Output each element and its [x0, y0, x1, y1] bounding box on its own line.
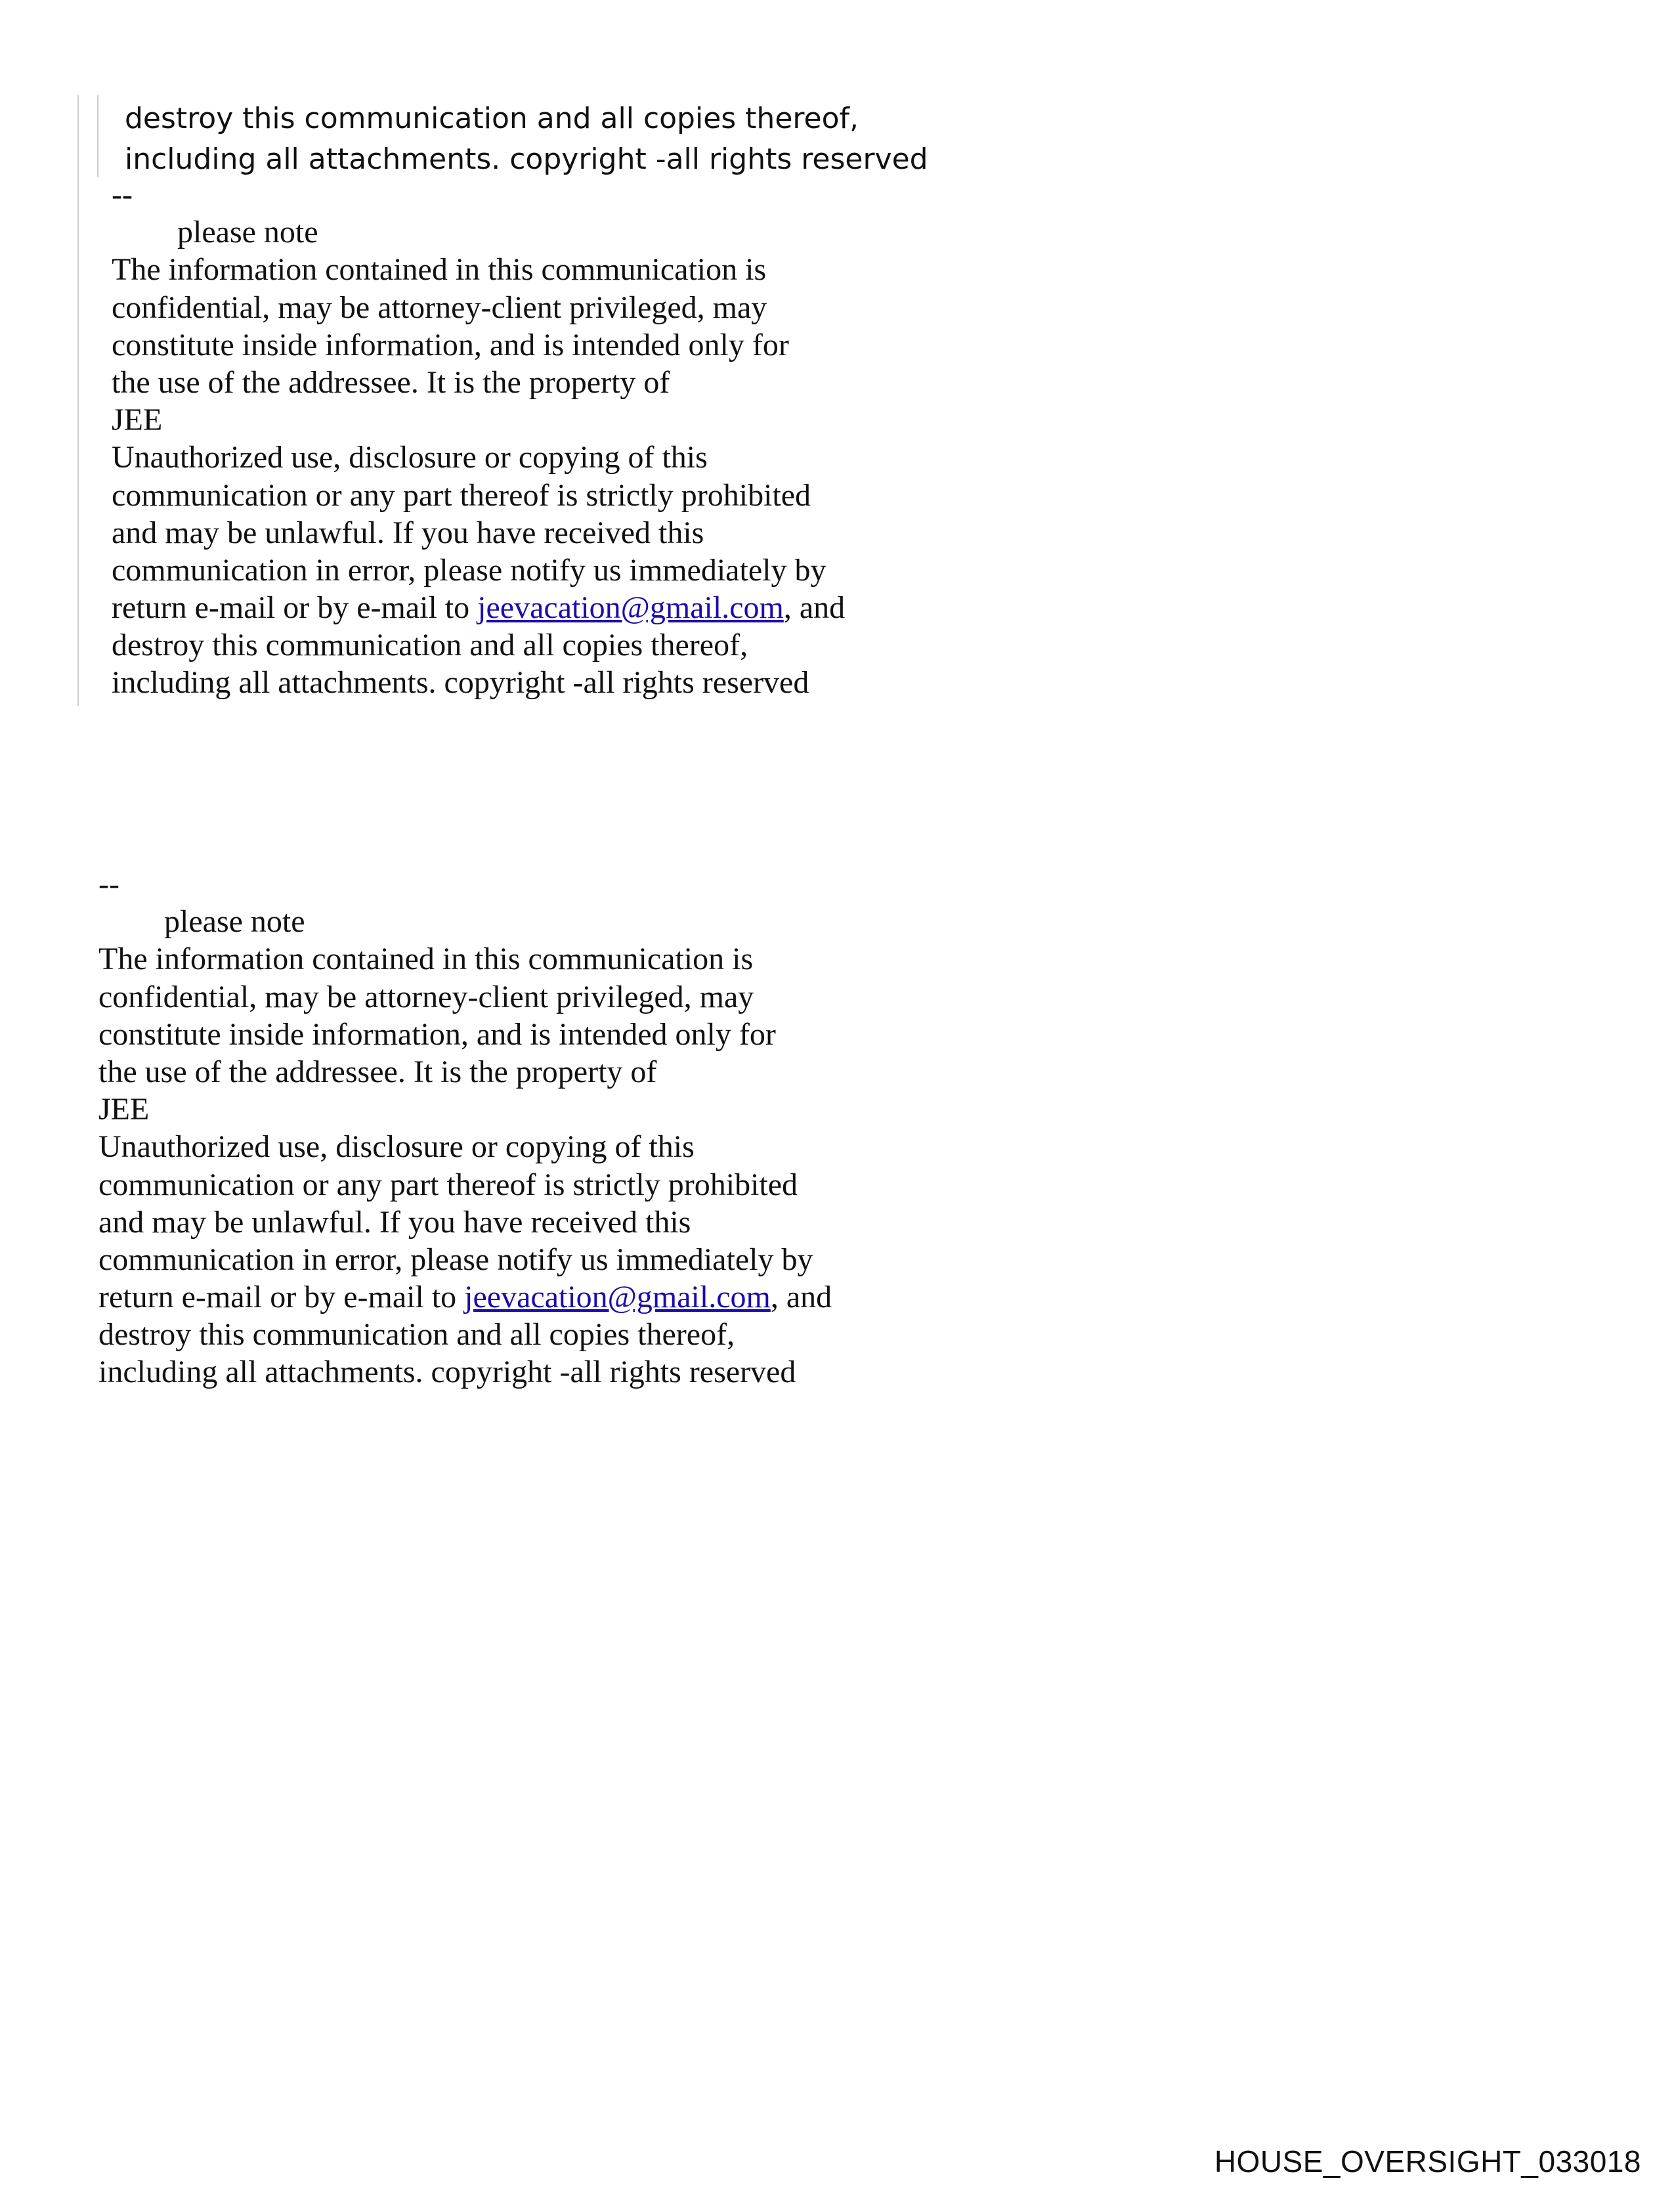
disclaimer-line: the use of the addressee. It is the property of	[98, 1054, 657, 1089]
disclaimer-line: communication in error, please notify us immediately by	[98, 1242, 813, 1277]
disclaimer-line: and may be unlawful. If you have received this	[98, 1204, 691, 1240]
email-prefix: return e-mail or by e-mail to	[112, 590, 478, 626]
bates-number: HOUSE_OVERSIGHT_033018	[1214, 2144, 1641, 2179]
email-prefix: return e-mail or by e-mail to	[98, 1280, 465, 1315]
disclaimer-heading: please note	[177, 215, 318, 250]
email-suffix: , and	[783, 590, 846, 626]
disclaimer-line: destroy this communication and all copies thereof,	[112, 628, 748, 663]
disclaimer-line: JEE	[98, 1092, 150, 1127]
disclaimer-line: constitute inside information, and is intended only for	[112, 327, 789, 362]
disclaimer-line: JEE	[112, 402, 163, 438]
disclaimer-line: the use of the addressee. It is the property of	[112, 364, 670, 400]
disclaimer-line: communication or any part thereof is strictly prohibited	[112, 477, 811, 513]
disclaimer-line: constitute inside information, and is intended only for	[98, 1016, 776, 1052]
disclaimer-line: The information contained in this communication is	[98, 942, 754, 977]
disclaimer-line: The information contained in this communication is	[112, 252, 767, 288]
email-suffix: , and	[770, 1280, 832, 1315]
quote-bar-inner	[97, 95, 98, 177]
disclaimer-line: including all attachments. copyright -all rights reserved	[98, 1355, 796, 1390]
quoted-line: destroy this communication and all copies thereof,	[125, 102, 859, 135]
disclaimer-line: communication or any part thereof is strictly prohibited	[98, 1167, 798, 1202]
separator: --	[98, 867, 119, 901]
disclaimer-line: confidential, may be attorney-client privileged, may	[98, 979, 754, 1014]
email-line	[98, 1278, 832, 1316]
disclaimer-line: communication in error, please notify us immediately by	[112, 552, 826, 588]
email-link[interactable]: jeevacation@gmail.com	[464, 1280, 771, 1315]
disclaimer-line: Unauthorized use, disclosure or copying of this	[98, 1129, 695, 1165]
quoted-text	[125, 98, 928, 180]
disclaimer-line: and may be unlawful. If you have received this	[112, 515, 704, 550]
quoted-line: including all attachments. copyright -all rights reserved	[125, 142, 928, 176]
disclaimer-line: destroy this communication and all copies thereof,	[98, 1317, 735, 1353]
email-line	[112, 589, 845, 626]
separator: --	[112, 177, 133, 212]
disclaimer-quoted	[112, 176, 845, 702]
disclaimer-main	[98, 865, 832, 1391]
disclaimer-heading: please note	[164, 904, 305, 940]
disclaimer-line: including all attachments. copyright -all rights reserved	[112, 665, 809, 701]
disclaimer-line: Unauthorized use, disclosure or copying of this	[112, 440, 708, 475]
email-link[interactable]: jeevacation@gmail.com	[477, 590, 784, 626]
disclaimer-line: confidential, may be attorney-client privileged, may	[112, 290, 767, 325]
